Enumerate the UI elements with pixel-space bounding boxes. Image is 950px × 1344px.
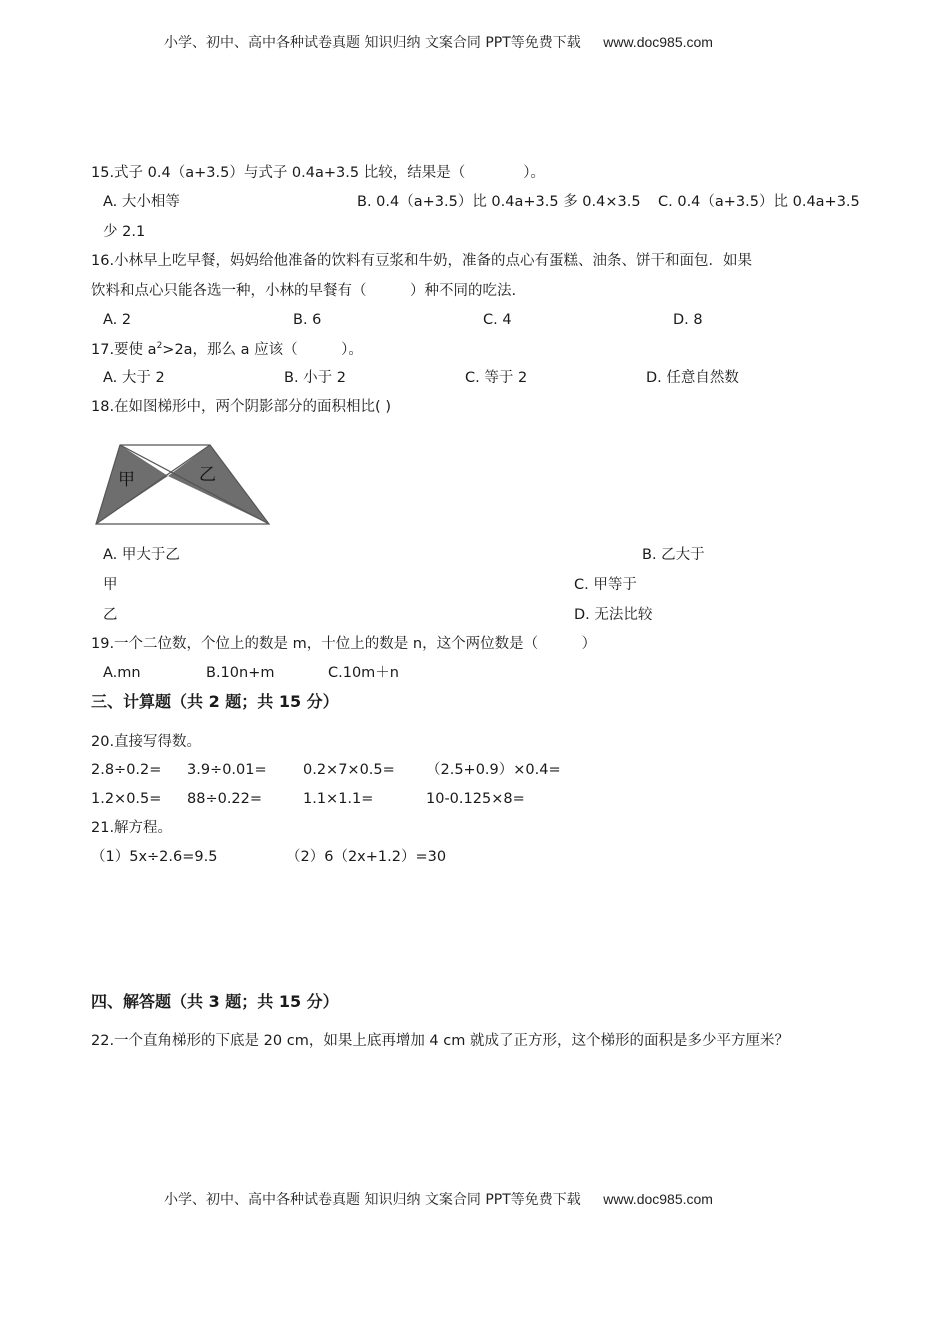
question-17-superscript: 2: [156, 341, 163, 351]
footer-url[interactable]: www.doc985.com: [603, 1191, 713, 1207]
question-18-option-c-continued: 乙: [103, 607, 118, 623]
question-17-stem-pre: 17.要使 a: [91, 342, 157, 358]
question-16-option-a[interactable]: A. 2: [103, 312, 132, 328]
calc-item: （2.5+0.9）×0.4=: [426, 762, 561, 778]
question-15-option-b[interactable]: B. 0.4（a+3.5）比 0.4a+3.5 多 0.4×3.5: [357, 194, 641, 210]
section-4-title: 四、解答题（共 3 题；共 15 分）: [91, 992, 339, 1011]
question-17-stem-post: >2a，那么 a 应该（ ）。: [162, 342, 363, 358]
question-17-option-b[interactable]: B. 小于 2: [284, 370, 347, 386]
question-17-option-d[interactable]: D. 任意自然数: [646, 370, 739, 386]
question-18-stem: 18.在如图梯形中，两个阴影部分的面积相比( ): [91, 399, 391, 415]
question-15-stem: 15.式子 0.4（a+3.5）与式子 0.4a+3.5 比较，结果是（ ）。: [91, 165, 545, 181]
trapezoid-figure: [92, 441, 274, 529]
calc-item: 1.2×0.5=: [91, 791, 162, 807]
page-header: [164, 35, 713, 50]
question-18-option-a[interactable]: A. 甲大于乙: [103, 547, 180, 563]
question-16-stem-line2: 饮料和点心只能各选一种，小林的早餐有（ ）种不同的吃法.: [91, 283, 517, 299]
question-16-stem-line1: 16.小林早上吃早餐，妈妈给他准备的饮料有豆浆和牛奶，准备的点心有蛋糕、油条、饼干和面包．如果: [91, 253, 753, 269]
question-21-stem: 21.解方程。: [91, 820, 173, 836]
question-16-option-d[interactable]: D. 8: [673, 312, 703, 328]
question-22-stem: 22.一个直角梯形的下底是 20 cm，如果上底再增加 4 cm 就成了正方形，这个梯形的面积是多少平方厘米？: [91, 1033, 789, 1049]
question-16-option-c[interactable]: C. 4: [483, 312, 512, 328]
equation-2: （2）6（2x+1.2）=30: [286, 849, 447, 865]
equation-1: （1）5x÷2.6=9.5: [91, 849, 218, 865]
question-18-option-b-continued: 甲: [103, 577, 118, 593]
question-17-option-c[interactable]: C. 等于 2: [465, 370, 528, 386]
figure-label-jia: 甲: [118, 470, 135, 490]
question-19-option-b[interactable]: B.10n+m: [206, 665, 275, 681]
question-17-stem: [91, 342, 363, 358]
question-19-option-a[interactable]: A.mn: [103, 665, 141, 681]
section-3-title: 三、计算题（共 2 题；共 15 分）: [91, 692, 339, 711]
question-15-option-c-continued: 少 2.1: [103, 224, 146, 240]
question-15-option-c[interactable]: C. 0.4（a+3.5）比 0.4a+3.5: [658, 194, 860, 210]
question-19-stem: 19.一个二位数，个位上的数是 m，十位上的数是 n，这个两位数是（ ）: [91, 636, 597, 652]
header-url[interactable]: www.doc985.com: [603, 34, 713, 50]
footer-text: 小学、初中、高中各种试卷真题 知识归纳 文案合同 PPT等免费下载: [164, 1192, 581, 1208]
question-17-option-a[interactable]: A. 大于 2: [103, 370, 165, 386]
question-19-option-c[interactable]: C.10m＋n: [328, 665, 399, 681]
header-text: 小学、初中、高中各种试卷真题 知识归纳 文案合同 PPT等免费下载: [164, 35, 581, 51]
calc-item: 0.2×7×0.5=: [303, 762, 395, 778]
calc-item: 3.9÷0.01=: [187, 762, 267, 778]
question-15-option-a[interactable]: A. 大小相等: [103, 194, 180, 210]
question-18-option-c[interactable]: C. 甲等于: [574, 577, 637, 593]
calc-item: 10-0.125×8=: [426, 791, 525, 807]
page-footer: [164, 1192, 713, 1207]
figure-label-yi: 乙: [199, 465, 216, 485]
question-16-option-b[interactable]: B. 6: [293, 312, 322, 328]
calc-item: 1.1×1.1=: [303, 791, 374, 807]
question-20-stem: 20.直接写得数。: [91, 734, 202, 750]
calc-item: 88÷0.22=: [187, 791, 263, 807]
question-18-option-b[interactable]: B. 乙大于: [642, 547, 705, 563]
question-18-option-d[interactable]: D. 无法比较: [574, 607, 653, 623]
calc-item: 2.8÷0.2=: [91, 762, 162, 778]
